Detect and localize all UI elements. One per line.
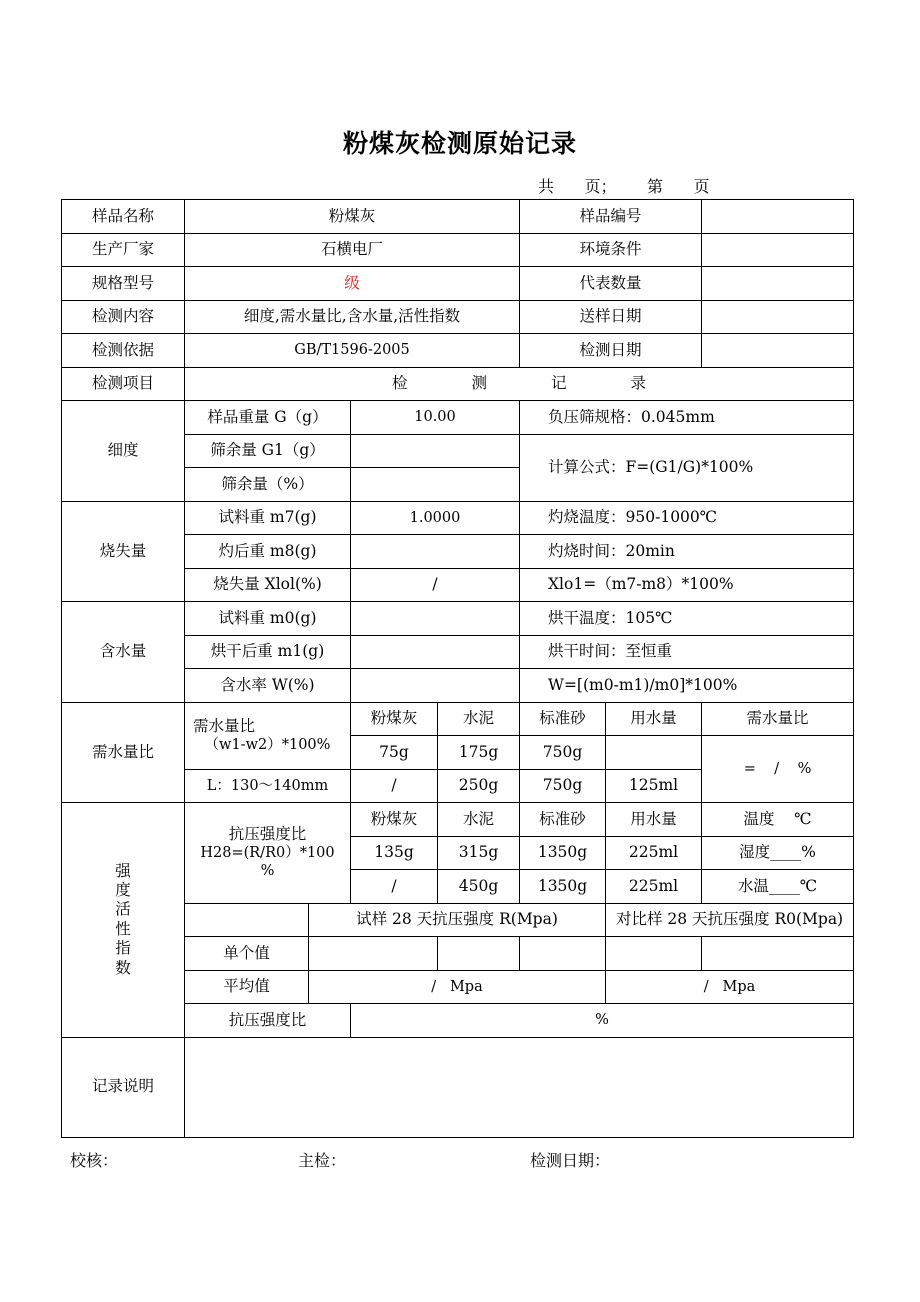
strength-avg-sample: / Mpa [309,970,606,1004]
water-r2-sand: 750g [520,769,606,803]
strength-r2-cement: 450g [438,870,520,904]
moisture-value-1 [351,602,520,636]
fineness-value-1: 10.00 [351,401,520,435]
moisture-note-1: 烘干温度：105℃ [520,602,854,636]
strength-temperature: 温度 ℃ [702,803,854,837]
strength-r1-flyash: 135g [351,836,438,870]
strength-avg-label: 平均值 [185,970,309,1004]
strength-header-flyash: 粉煤灰 [351,803,438,837]
strength-water-temp: 水温____℃ [702,870,854,904]
label-water-demand: 需水量比 [62,702,185,803]
label-sample-no: 样品编号 [520,200,702,234]
footer-test-date: 检测日期： [530,1151,611,1170]
moisture-name-2: 烘干后重 m1(g) [185,635,351,669]
loss-note-2: 灼烧时间：20min [520,535,854,569]
label-sample-name: 样品名称 [62,200,185,234]
row-spec [62,267,854,301]
label-fineness: 细度 [62,401,185,502]
label-basis: 检测依据 [62,334,185,368]
value-quantity [702,267,854,301]
water-header-water: 用水量 [606,702,702,736]
water-r2-cement: 250g [438,769,520,803]
strength-single-s2 [438,937,520,971]
moisture-note-3: W=[(m0-m1)/m0]*100% [520,669,854,703]
moisture-name-3: 含水率 W(%) [185,669,351,703]
label-test-date: 检测日期 [520,334,702,368]
record-header-title: 检 测 记 录 [185,367,854,401]
label-environment: 环境条件 [520,233,702,267]
strength-desc: 抗压强度比 H28=(R/R0）*100 % [185,803,351,904]
strength-single-s1 [309,937,438,971]
page-count: 共 页； 第 页 [538,177,710,196]
label-test-items: 检测项目 [62,367,185,401]
row-sample-name [62,200,854,234]
loss-value-2 [351,535,520,569]
fineness-name-2: 筛余量 G1（g） [185,434,351,468]
strength-single-c2 [702,937,854,971]
label-content: 检测内容 [62,300,185,334]
loss-name-1: 试料重 m7(g) [185,501,351,535]
strength-single-s3 [520,937,606,971]
water-r1-water [606,736,702,770]
loss-name-2: 灼后重 m8(g) [185,535,351,569]
row-moisture-1 [62,602,854,636]
water-r2-flyash: / [351,769,438,803]
footer-review: 校核： [70,1151,119,1170]
water-header-sand: 标准砂 [520,702,606,736]
moisture-name-1: 试料重 m0(g) [185,602,351,636]
label-notes: 记录说明 [62,1037,185,1137]
fineness-note-1: 负压筛规格：0.045mm [520,401,854,435]
water-r1-sand: 750g [520,736,606,770]
footer-main-inspector: 主检： [298,1151,347,1170]
strength-humidity: 湿度____% [702,836,854,870]
value-delivery-date [702,300,854,334]
loss-note-3: Xlo1=（m7-m8）*100% [520,568,854,602]
strength-ratio-value: % [351,1004,854,1038]
strength-avg-compare: / Mpa [606,970,854,1004]
label-moisture: 含水量 [62,602,185,703]
strength-r2-water: 225ml [606,870,702,904]
fineness-value-3 [351,468,520,502]
strength-single-label: 单个值 [185,937,309,971]
strength-header-cement: 水泥 [438,803,520,837]
fineness-name-1: 样品重量 G（g） [185,401,351,435]
strength-r2-sand: 1350g [520,870,606,904]
fineness-value-2 [351,434,520,468]
page-title: 粉煤灰检测原始记录 [342,129,577,158]
strength-blank-head [185,903,309,937]
value-manufacturer: 石横电厂 [185,233,520,267]
strength-sample-header: 试样 28 天抗压强度 R(Mpa) [309,903,606,937]
row-manufacturer [62,233,854,267]
loss-note-1: 灼烧温度：950-1000℃ [520,501,854,535]
strength-header-water: 用水量 [606,803,702,837]
water-header-flyash: 粉煤灰 [351,702,438,736]
row-content [62,300,854,334]
row-loss-1 [62,501,854,535]
fineness-formula: 计算公式：F=(G1/G)*100% [520,434,854,501]
strength-ratio-label: 抗压强度比 [185,1004,351,1038]
label-delivery-date: 送样日期 [520,300,702,334]
row-notes [62,1037,854,1137]
row-strength-1 [62,803,854,837]
moisture-value-3 [351,669,520,703]
water-ratio-result: = / % [702,736,854,803]
row-record-header [62,367,854,401]
row-water-1 [62,702,854,736]
water-desc: 需水量比 （w1-w2）*100% [185,702,351,769]
value-spec: 级 [185,267,520,301]
row-basis [62,334,854,368]
record-table [61,199,854,1138]
water-r2-water: 125ml [606,769,702,803]
value-sample-no [702,200,854,234]
label-loss: 烧失量 [62,501,185,602]
row-fineness-1 [62,401,854,435]
moisture-note-2: 烘干时间：至恒重 [520,635,854,669]
value-environment [702,233,854,267]
strength-header-sand: 标准砂 [520,803,606,837]
loss-value-3: / [351,568,520,602]
strength-single-c1 [606,937,702,971]
value-sample-name: 粉煤灰 [185,200,520,234]
notes-area [185,1037,854,1137]
fineness-name-3: 筛余量（%） [185,468,351,502]
label-strength-activity: 强 度 活 性 指 数 [62,803,185,1038]
water-header-ratio: 需水量比 [702,702,854,736]
loss-name-3: 烧失量 Xlol(%) [185,568,351,602]
value-basis: GB/T1596-2005 [185,334,520,368]
loss-value-1: 1.0000 [351,501,520,535]
value-content: 细度,需水量比,含水量,活性指数 [185,300,520,334]
label-spec: 规格型号 [62,267,185,301]
strength-compare-header: 对比样 28 天抗压强度 R0(Mpa) [606,903,854,937]
strength-r1-cement: 315g [438,836,520,870]
water-r1-flyash: 75g [351,736,438,770]
water-header-cement: 水泥 [438,702,520,736]
strength-r1-sand: 1350g [520,836,606,870]
label-quantity: 代表数量 [520,267,702,301]
water-flow-range: L：130～140mm [185,769,351,803]
value-test-date [702,334,854,368]
strength-r2-flyash: / [351,870,438,904]
label-manufacturer: 生产厂家 [62,233,185,267]
moisture-value-2 [351,635,520,669]
water-r1-cement: 175g [438,736,520,770]
strength-r1-water: 225ml [606,836,702,870]
